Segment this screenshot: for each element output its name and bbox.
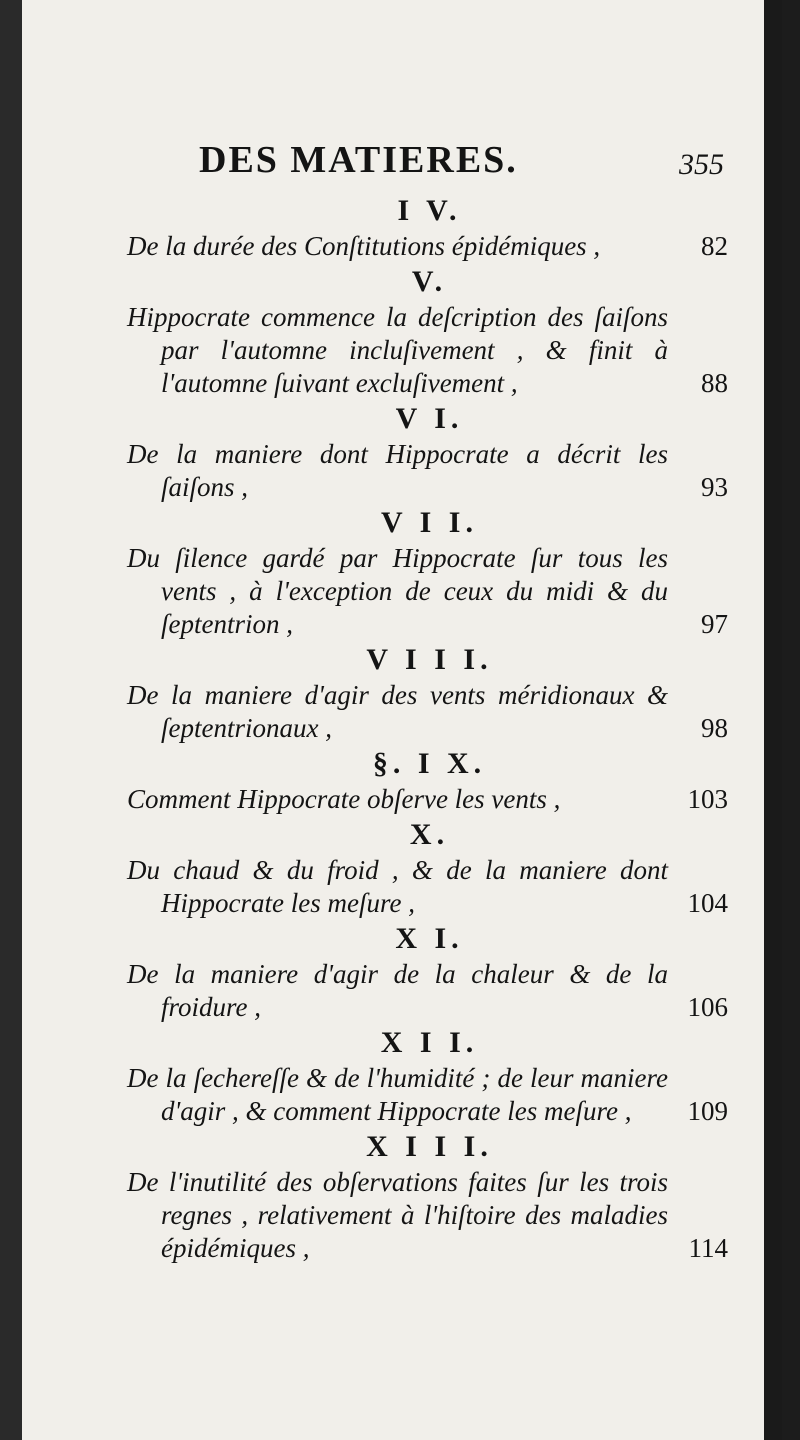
section-numeral: V I I. [381,506,478,539]
page-number: 355 [679,148,724,181]
toc-entry [127,1166,732,1265]
section-numeral: V I. [395,402,464,435]
entry-page-number: 106 [687,992,728,1022]
entry-page-number: 114 [688,1233,728,1263]
toc-entry [127,230,732,263]
entry-text: Hippocrate commence la deſcription des ſaiſons par l'automne incluſivement , & finit à l'automne ſuivant excluſivement , [127,302,668,398]
toc-section [127,504,732,641]
entry-page-number: 98 [701,713,728,743]
section-numeral: I V. [397,194,462,227]
page-edge-shadow [764,0,782,1440]
toc-entry [127,958,732,1024]
toc-entry [127,783,732,816]
page-title: DES MATIERES. [199,139,518,181]
toc-section [127,263,732,400]
running-head [127,130,732,192]
toc-entry [127,301,732,400]
entry-text: De la ſechereſſe & de l'humidité ; de leur maniere d'agir , & comment Hippocrate les meſure , [127,1063,668,1126]
toc-entry [127,679,732,745]
entry-page-number: 93 [701,472,728,502]
entry-text: De la maniere dont Hippocrate a décrit les ſaiſons , [127,439,668,502]
toc-section [127,192,732,263]
toc-entry [127,542,732,641]
toc-section [127,400,732,504]
entry-text: De la durée des Conſtitutions épidémiques , [127,231,601,261]
entry-page-number: 109 [687,1096,728,1126]
entry-page-number: 97 [701,609,728,639]
toc-section [127,1024,732,1128]
section-numeral: X. [409,818,450,851]
entry-page-number: 88 [701,368,728,398]
toc-entry [127,438,732,504]
section-numeral: X I I. [380,1026,479,1059]
entry-text: Comment Hippocrate obſerve les vents , [127,784,561,814]
toc-section [127,641,732,745]
book-page [22,0,782,1440]
toc-section [127,745,732,816]
toc-section [127,920,732,1024]
entry-page-number: 82 [701,231,728,261]
section-numeral: §. I X. [372,747,487,780]
section-numeral: V I I I. [366,643,493,676]
entry-text: De l'inutilité des obſervations faites ſur les trois regnes , relativement à l'hiſtoire des maladies épidémiques , [127,1167,668,1263]
section-numeral: X I. [395,922,464,955]
entry-text: De la maniere d'agir des vents méridionaux & ſeptentrionaux , [127,680,668,743]
book-spine-shadow [0,0,22,1440]
toc-entry [127,1062,732,1128]
entry-page-number: 103 [687,784,728,814]
section-numeral: V. [411,265,448,298]
entry-text: Du ſilence gardé par Hippocrate ſur tous les vents , à l'exception de ceux du midi & du ſeptentrion , [127,543,668,639]
section-numeral: X I I I. [366,1130,493,1163]
entry-page-number: 104 [687,888,728,918]
toc-section [127,816,732,920]
table-of-contents [127,130,732,1265]
toc-section [127,1128,732,1265]
toc-entry [127,854,732,920]
entry-text: De la maniere d'agir de la chaleur & de la froidure , [127,959,668,1022]
entry-text: Du chaud & du froid , & de la maniere dont Hippocrate les meſure , [127,855,668,918]
